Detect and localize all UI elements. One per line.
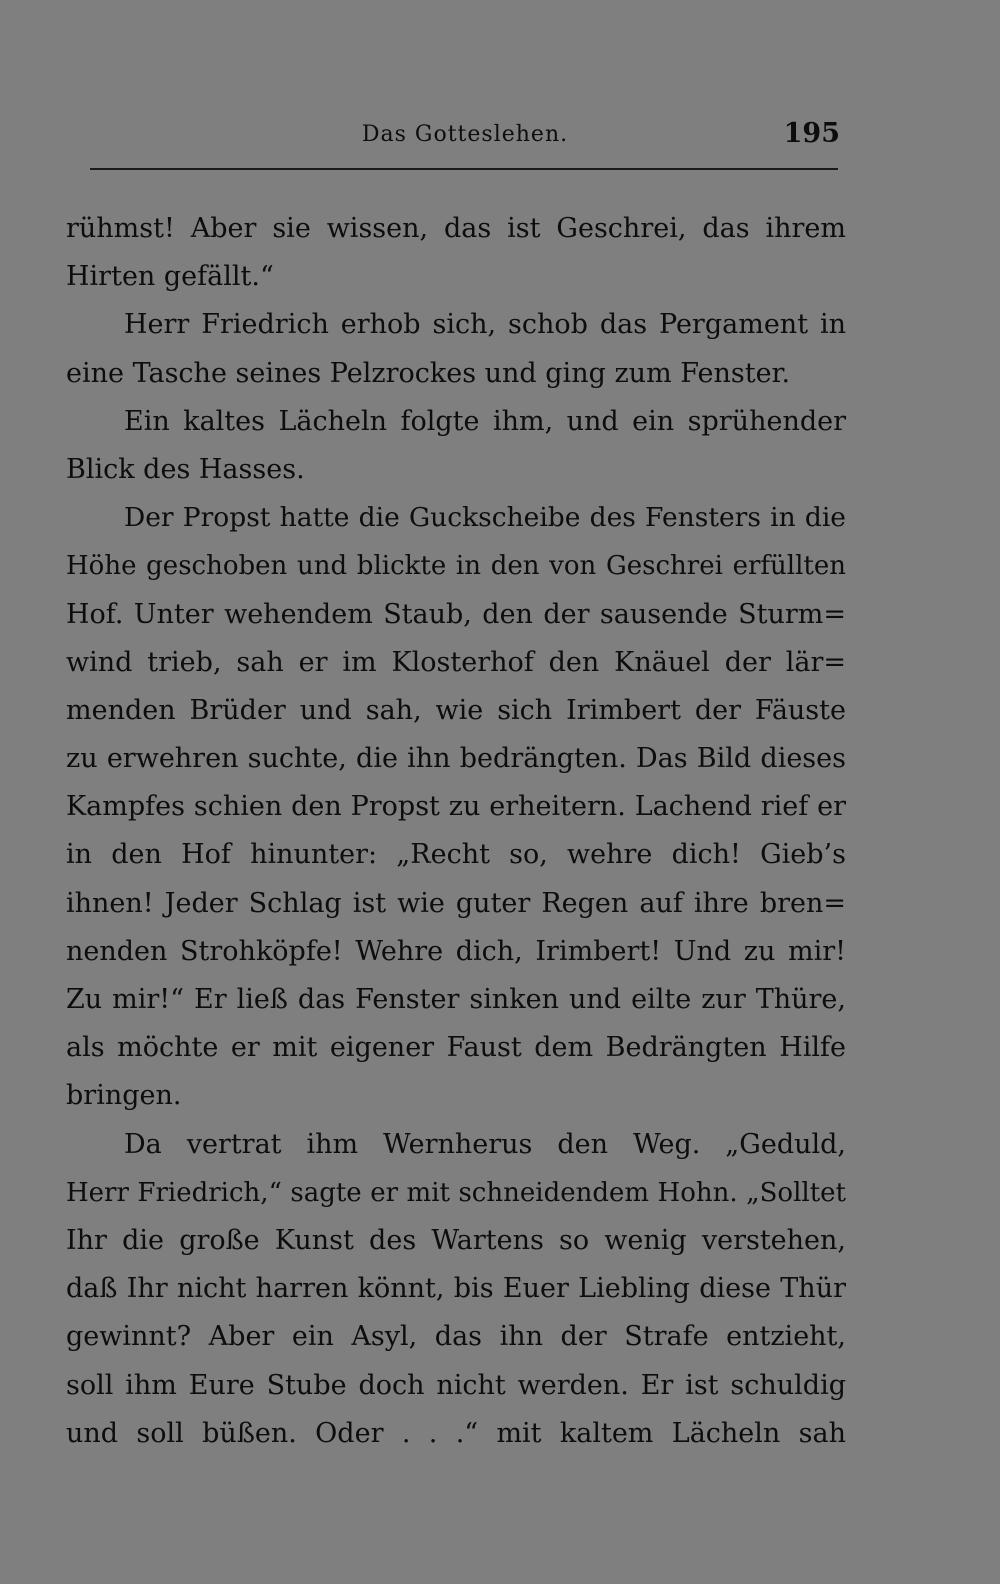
text-line: Höhe geschoben und blickte in den von Geschrei erfüllten — [66, 551, 846, 582]
text-line: nenden Strohköpfe! Wehre dich, Irimbert! Und zu mir! — [66, 935, 846, 967]
text-line: Ein kaltes Lächeln folgte ihm, und ein sprühender — [124, 405, 846, 437]
text-line: eine Tasche seines Pelzrockes und ging zum Fenster. — [66, 357, 791, 389]
text-line: ihnen! Jeder Schlag ist wie guter Regen auf ihre bren= — [66, 887, 846, 919]
text-line: daß Ihr nicht harren könnt, bis Euer Liebling diese Thür — [66, 1273, 846, 1305]
page-header — [90, 118, 840, 158]
text-line: und soll büßen. Oder . . .“ mit kaltem Lächeln sah — [66, 1417, 846, 1449]
text-line: Der Propst hatte die Guckscheibe des Fensters in die — [124, 502, 846, 534]
text-line: Herr Friedrich,“ sagte er mit schneidendem Hohn. „Solltet — [66, 1177, 846, 1208]
text-line: menden Brüder und sah, wie sich Irimbert der Fäuste — [66, 694, 846, 726]
text-line: als möchte er mit eigener Faust dem Bedrängten Hilfe — [66, 1032, 846, 1064]
text-line: Kampfes schien den Propst zu erheitern. Lachend rief er — [66, 791, 846, 823]
text-line: in den Hof hinunter: „Recht so, wehre dich! Gieb’s — [66, 839, 846, 871]
body-text — [66, 205, 846, 1458]
text-line: wind trieb, sah er im Klosterhof den Knäuel der lär= — [66, 646, 846, 678]
text-line: zu erwehren suchte, die ihn bedrängten. Das Bild dieses — [66, 743, 846, 775]
text-line: soll ihm Eure Stube doch nicht werden. Er ist schuldig — [66, 1369, 846, 1401]
text-line: Da vertrat ihm Wernherus den Weg. „Geduld, — [124, 1128, 846, 1160]
text-line: Blick des Hasses. — [66, 453, 305, 485]
text-line: Ihr die große Kunst des Wartens so wenig verstehen, — [66, 1224, 846, 1256]
text-line: Hirten gefällt.“ — [66, 261, 274, 293]
text-line: Hof. Unter wehendem Staub, den der sausende Sturm= — [66, 598, 846, 630]
text-line: Zu mir!“ Er ließ das Fenster sinken und eilte zur Thüre, — [66, 984, 846, 1015]
text-line: rühmst! Aber sie wissen, das ist Geschrei, das ihrem — [66, 213, 846, 244]
page-number: 195 — [783, 118, 840, 149]
running-title: Das Gotteslehen. — [361, 122, 569, 147]
text-line: Herr Friedrich erhob sich, schob das Pergament in — [124, 309, 846, 341]
text-line: bringen. — [66, 1080, 182, 1112]
text-line: gewinnt? Aber ein Asyl, das ihn der Strafe entzieht, — [66, 1321, 846, 1353]
header-rule — [90, 168, 838, 170]
